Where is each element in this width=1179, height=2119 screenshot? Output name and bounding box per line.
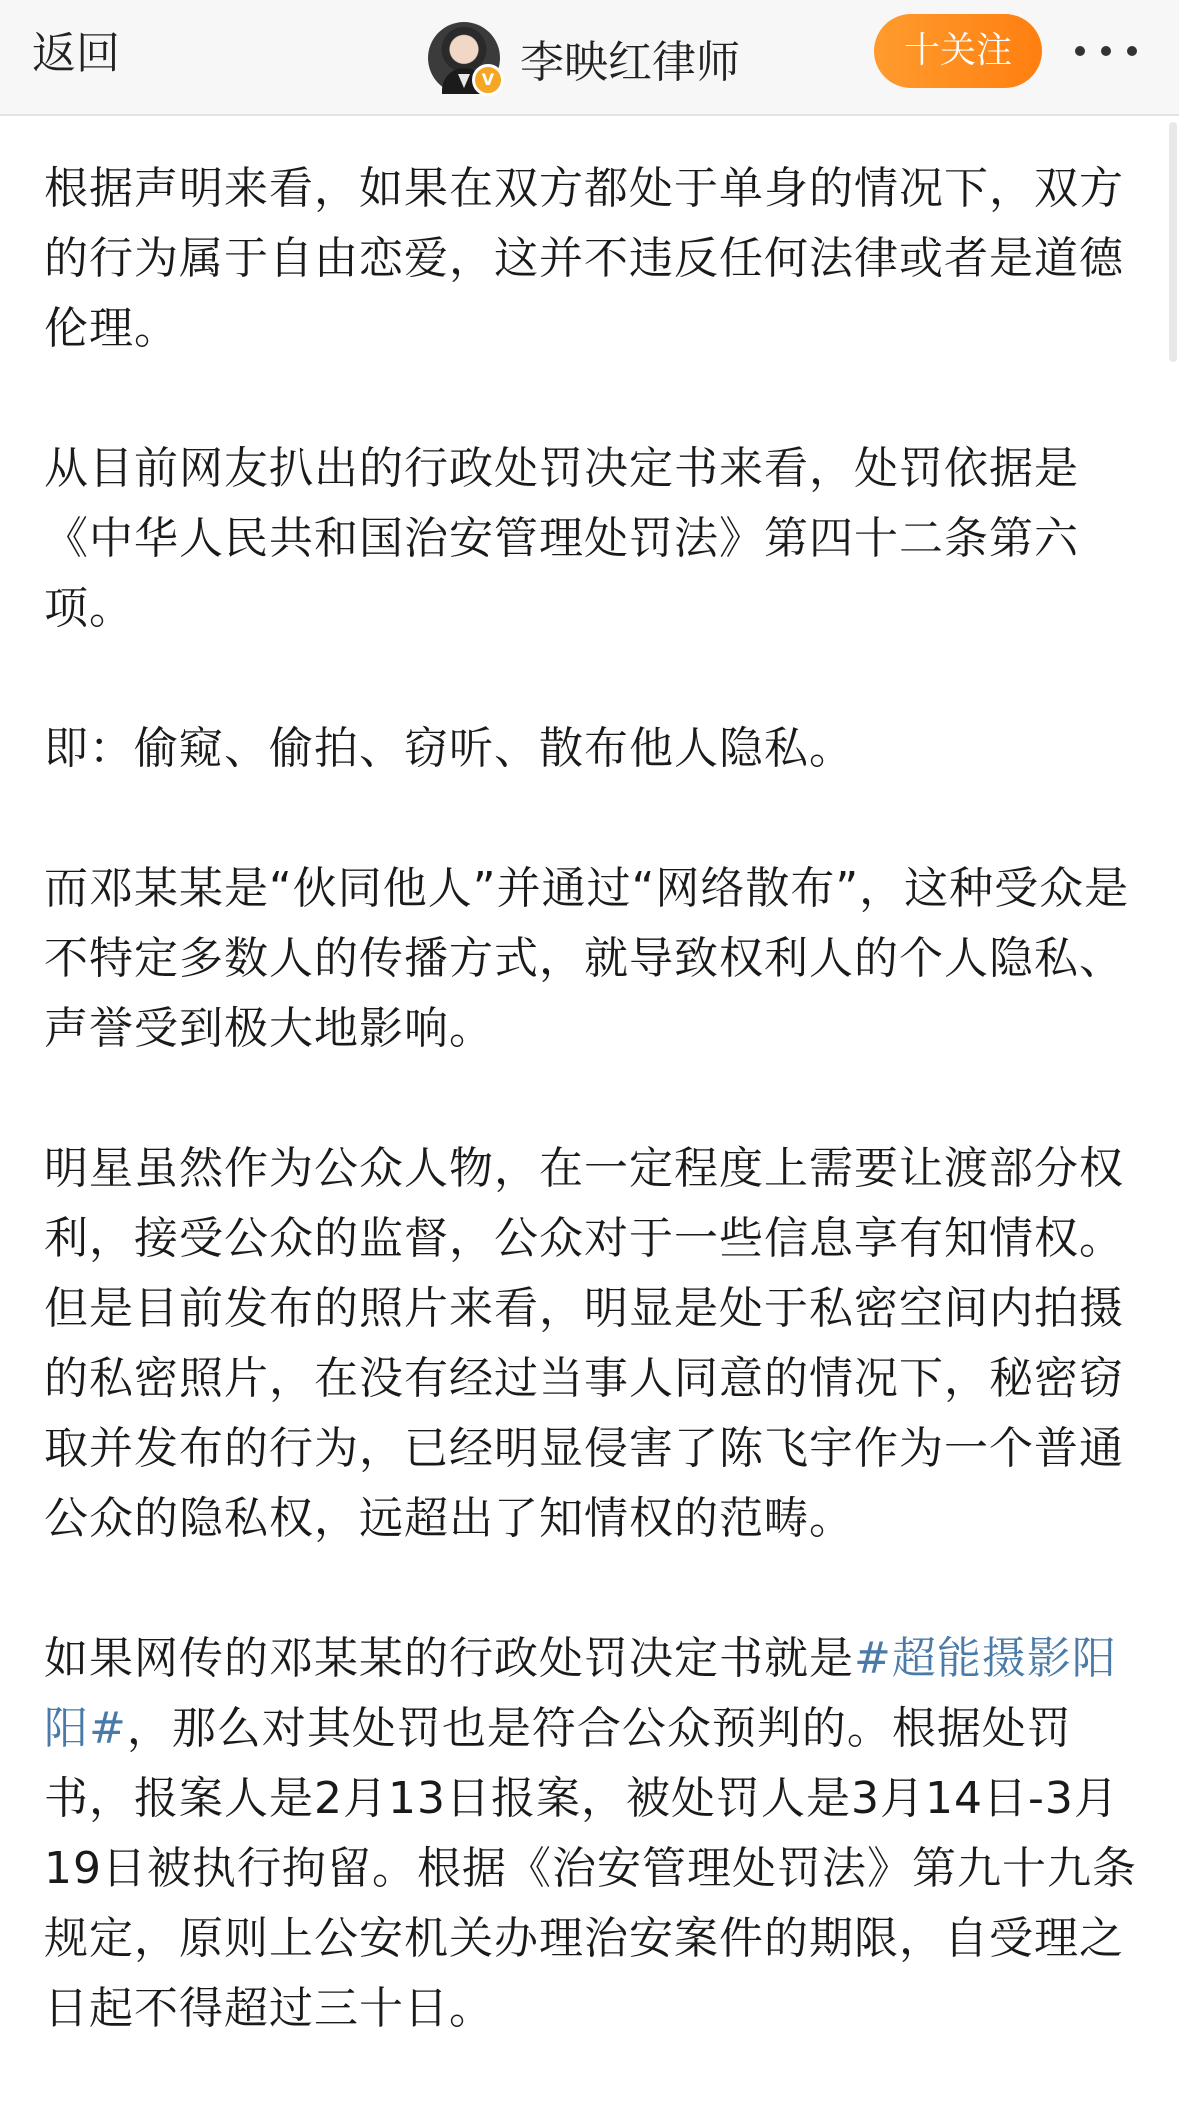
scrollbar[interactable]: [1169, 122, 1177, 362]
verified-badge-icon: V: [472, 64, 504, 96]
article-paragraph: 而邓某某是“伙同他人”并通过“网络散布”，这种受众是不特定多数人的传播方式，就导致权利人的个人隐私、声誉受到极大地影响。: [44, 863, 1130, 1054]
article-paragraph-last: [44, 1624, 1144, 2044]
article-paragraph: 根据声明来看，如果在双方都处于单身的情况下，双方的行为属于自由恋爱，这并不违反任何法律或者是道德伦理。: [44, 163, 1124, 354]
article-paragraph: 明星虽然作为公众人物，在一定程度上需要让渡部分权利，接受公众的监督，公众对于一些信息享有知情权。但是目前发布的照片来看，明显是处于私密空间内拍摄的私密照片，在没有经过当事人同意的情况下，秘密窃取并发布的行为，已经明显侵害了陈飞宇作为一个普通公众的隐私权，远超出了知情权的范畴。: [44, 1143, 1124, 1544]
author-name[interactable]: 李映红律师: [520, 37, 740, 88]
avatar[interactable]: [428, 22, 500, 94]
back-button[interactable]: 返回: [32, 28, 120, 79]
paragraph-text: ，那么对其处罚也是符合公众预判的。根据处罚书，报案人是2月13日报案，被处罚人是3月14日-3月19日被执行拘留。根据《治安管理处罚法》第九十九条规定，原则上公安机关办理治安案件的期限，自受理之日起不得超过三十日。: [44, 1703, 1137, 2034]
paragraph-text: 如果网传的邓某某的行政处罚决定书就是: [44, 1633, 854, 1684]
article-paragraph: 从目前网友扒出的行政处罚决定书来看，处罚依据是《中华人民共和国治安管理处罚法》第四十二条第六项。: [44, 443, 1079, 634]
hashtag-link[interactable]: #超能摄影阳阳#: [44, 1633, 1117, 1754]
more-dots-icon[interactable]: [1066, 26, 1146, 76]
article-body: [44, 154, 1144, 2114]
follow-button[interactable]: 十关注: [874, 14, 1042, 88]
article-paragraph: 即：偷窥、偷拍、窃听、散布他人隐私。: [44, 723, 854, 774]
author-info[interactable]: [428, 14, 740, 102]
top-navigation-bar: [0, 0, 1179, 116]
